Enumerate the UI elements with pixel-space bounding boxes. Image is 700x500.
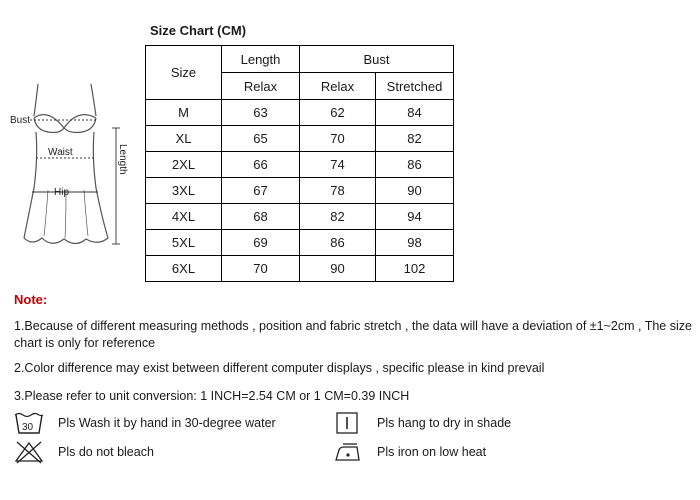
care-wash	[14, 411, 276, 435]
length-cell: 65	[222, 126, 300, 152]
bust-relax-cell: 74	[300, 152, 376, 178]
note-item: 2.Color difference may exist between different computer displays , specific please in kind prevail	[14, 361, 545, 375]
size-cell: 3XL	[146, 178, 222, 204]
table-row	[146, 256, 454, 282]
bust-relax-cell: 86	[300, 230, 376, 256]
size-cell: M	[146, 100, 222, 126]
line-dry-shade-icon	[333, 411, 363, 435]
bust-stretched-cell: 94	[376, 204, 454, 230]
iron-low-heat-icon	[333, 440, 363, 464]
care-iron	[333, 440, 486, 464]
bust-stretched-cell: 90	[376, 178, 454, 204]
bust-stretched-cell: 102	[376, 256, 454, 282]
bust-relax-cell: 78	[300, 178, 376, 204]
length-cell: 66	[222, 152, 300, 178]
bust-relax-cell: 82	[300, 204, 376, 230]
hip-label: Hip	[54, 187, 70, 198]
table-row	[146, 100, 454, 126]
care-dry	[333, 411, 511, 435]
care-wash-text: Pls Wash it by hand in 30-degree water	[58, 416, 276, 430]
care-dry-text: Pls hang to dry in shade	[377, 416, 512, 430]
length-cell: 69	[222, 230, 300, 256]
size-cell: XL	[146, 126, 222, 152]
table-row	[146, 178, 454, 204]
bust-relax-cell: 70	[300, 126, 376, 152]
bust-stretched-header: Stretched	[376, 73, 454, 100]
no-bleach-icon	[14, 440, 44, 464]
bust-header: Bust	[300, 46, 454, 73]
table-row	[146, 230, 454, 256]
length-header: Length	[222, 46, 300, 73]
bust-relax-cell: 90	[300, 256, 376, 282]
table-row	[146, 152, 454, 178]
length-cell: 63	[222, 100, 300, 126]
bust-relax-cell: 62	[300, 100, 376, 126]
size-cell: 2XL	[146, 152, 222, 178]
care-bleach	[14, 440, 154, 464]
size-chart-table	[145, 45, 454, 282]
garment-diagram	[8, 78, 136, 250]
size-cell: 6XL	[146, 256, 222, 282]
length-cell: 68	[222, 204, 300, 230]
note-heading: Note:	[14, 292, 48, 307]
wash-temp: 30	[22, 422, 34, 433]
nightdress-outline-icon	[24, 84, 108, 244]
table-row	[146, 126, 454, 152]
waist-label: Waist	[48, 147, 73, 158]
length-cell: 67	[222, 178, 300, 204]
bust-stretched-cell: 86	[376, 152, 454, 178]
bust-relax-header: Relax	[300, 73, 376, 100]
length-label: Length	[117, 144, 128, 175]
size-cell: 4XL	[146, 204, 222, 230]
length-relax-header: Relax	[222, 73, 300, 100]
bust-stretched-cell: 98	[376, 230, 454, 256]
length-cell: 70	[222, 256, 300, 282]
bust-label: Bust	[10, 115, 31, 126]
table-row	[146, 204, 454, 230]
hand-wash-30-icon	[14, 411, 44, 435]
care-iron-text: Pls iron on low heat	[377, 445, 487, 459]
care-bleach-text: Pls do not bleach	[58, 445, 154, 459]
bust-stretched-cell: 82	[376, 126, 454, 152]
size-chart-title: Size Chart (CM)	[150, 23, 247, 38]
size-header: Size	[146, 46, 222, 100]
note-item: 1.Because of different measuring methods , position and fabric stretch , the data will have a deviation of ±1~2cm , The size chart is only for reference	[14, 319, 692, 350]
size-cell: 5XL	[146, 230, 222, 256]
bust-stretched-cell: 84	[376, 100, 454, 126]
note-item: 3.Please refer to unit conversion: 1 INCH=2.54 CM or 1 CM=0.39 INCH	[14, 389, 410, 403]
